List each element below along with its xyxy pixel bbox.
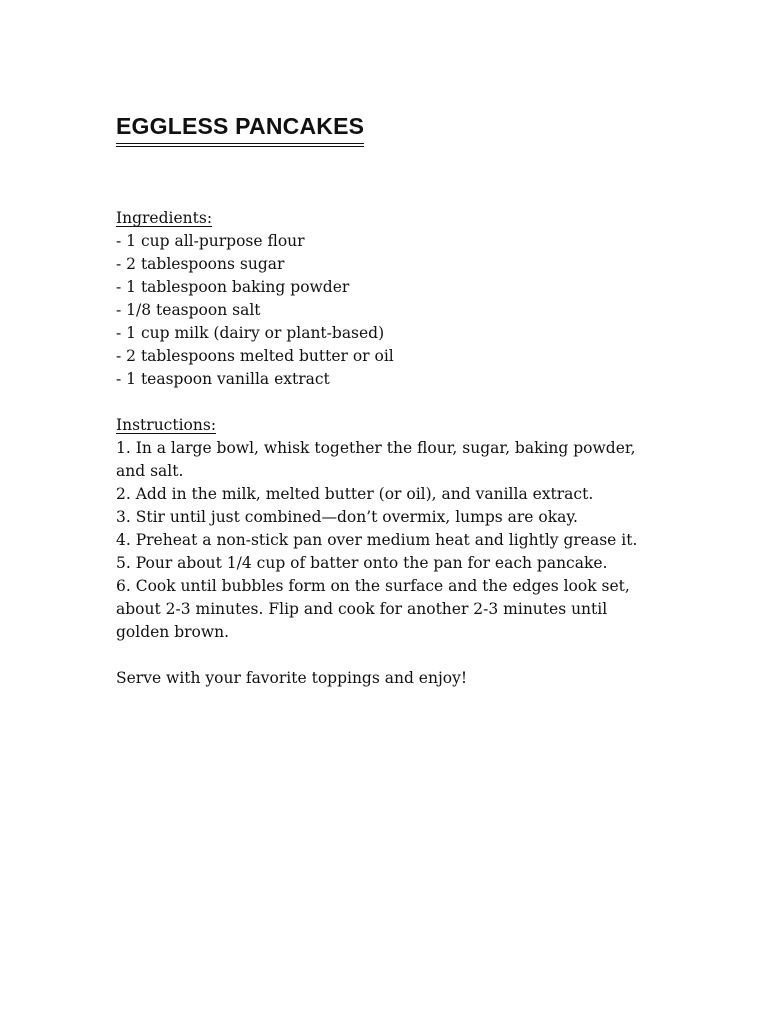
closing-note: Serve with your favorite toppings and enjoy! bbox=[116, 669, 468, 687]
instruction-step: 3. Stir until just combined—don’t overmix, lumps are okay. bbox=[116, 508, 578, 526]
ingredients-list bbox=[116, 230, 656, 391]
instructions-list bbox=[116, 437, 656, 644]
ingredients-heading: Ingredients: bbox=[116, 209, 213, 227]
instruction-step: 4. Preheat a non-stick pan over medium heat and lightly grease it. bbox=[116, 531, 638, 549]
instruction-step: 1. In a large bowl, whisk together the flour, sugar, baking powder, and salt. bbox=[116, 439, 636, 480]
instruction-step: 6. Cook until bubbles form on the surface and the edges look set, about 2-3 minutes. Flip and cook for another 2-3 minutes until golden brown. bbox=[116, 577, 630, 641]
section-spacer bbox=[116, 644, 656, 667]
recipe-content bbox=[116, 207, 656, 690]
ingredient-item: - 1 cup milk (dairy or plant-based) bbox=[116, 324, 385, 342]
instruction-step: 5. Pour about 1/4 cup of batter onto the pan for each pancake. bbox=[116, 554, 608, 572]
ingredient-item: - 2 tablespoons melted butter or oil bbox=[116, 347, 394, 365]
ingredient-item: - 2 tablespoons sugar bbox=[116, 255, 285, 273]
recipe-title: EGGLESS PANCAKES bbox=[116, 110, 364, 147]
ingredient-item: - 1 teaspoon vanilla extract bbox=[116, 370, 330, 388]
instructions-section bbox=[116, 414, 656, 644]
ingredient-item: - 1/8 teaspoon salt bbox=[116, 301, 261, 319]
ingredient-item: - 1 tablespoon baking powder bbox=[116, 278, 350, 296]
instructions-heading: Instructions: bbox=[116, 416, 217, 434]
instruction-step: 2. Add in the milk, melted butter (or oil), and vanilla extract. bbox=[116, 485, 594, 503]
section-spacer bbox=[116, 391, 656, 414]
ingredients-section bbox=[116, 207, 656, 391]
ingredient-item: - 1 cup all-purpose flour bbox=[116, 232, 305, 250]
